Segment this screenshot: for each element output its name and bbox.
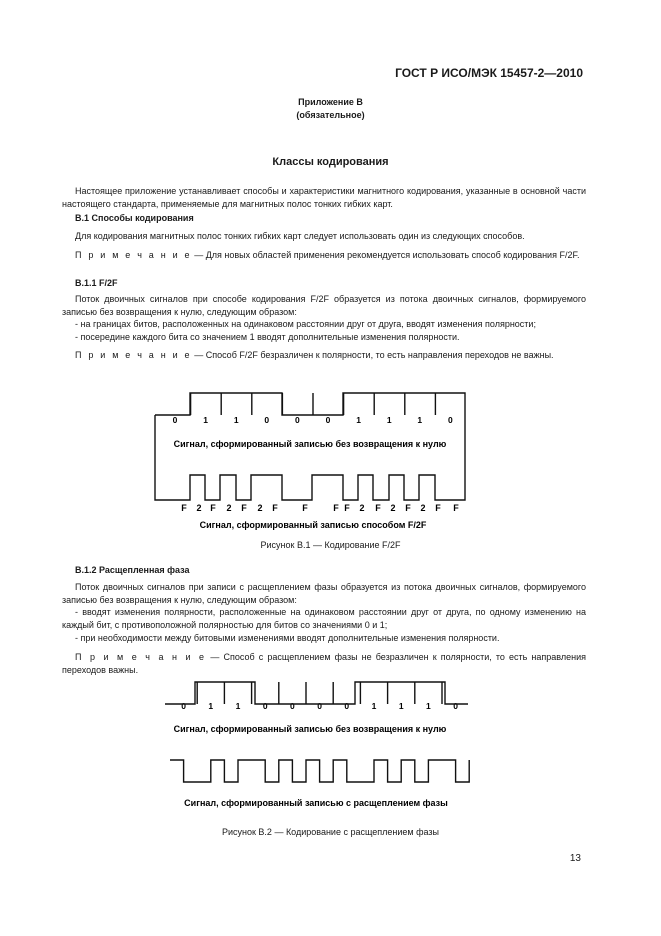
nrz-waveform	[155, 393, 465, 415]
bit-label: 0	[181, 701, 186, 711]
frequency-label: F	[333, 503, 339, 513]
b12-text: Поток двоичных сигналов при записи с расщеплением фазы образуется из потока двоичных сигналов, формируемого записью без возвращения к нулю, следующим образом:	[62, 582, 586, 605]
appendix-status: (обязательное)	[296, 110, 365, 120]
bit-label: 1	[371, 701, 377, 711]
bit-label: 0	[262, 701, 268, 711]
figure-2-nrz-label: Сигнал, сформированный записью без возвращения к нулю	[173, 724, 447, 734]
figure-1-caption: Рисунок В.1 — Кодирование F/2F	[260, 540, 401, 550]
b12-item-2: - при необходимости между битовыми изменениями вводят дополнительные изменения полярности.	[75, 633, 500, 643]
frequency-label: F	[405, 503, 411, 513]
b11-item-2: - посередине каждого бита со значением 1 вводят дополнительные изменения полярности.	[75, 332, 460, 342]
bit-label: 1	[208, 701, 214, 711]
bit-label: 0	[448, 415, 453, 425]
frequency-label: F	[241, 503, 247, 513]
frequency-label: F	[210, 503, 216, 513]
page-number: 13	[569, 853, 581, 864]
bit-label: 0	[264, 415, 270, 425]
b11-heading: В.1.1 F/2F	[75, 278, 118, 288]
frequency-label: 2	[196, 503, 202, 513]
frequency-label: F	[453, 503, 459, 513]
figure-2-caption: Рисунок В.2 — Кодирование с расщеплением фазы	[221, 827, 440, 837]
frequency-label: F	[181, 503, 187, 513]
figure-2-diagram	[0, 678, 661, 813]
b1-heading: В.1 Способы кодирования	[75, 213, 194, 223]
b11-note: П р и м е ч а н и е — Способ F/2F безразличен к полярности, то есть направления переходов не важны.	[75, 350, 554, 360]
f2f-waveform	[155, 415, 465, 500]
bit-label: 0	[172, 415, 178, 425]
b12-item-1: - вводят изменения полярности, расположенные на одинаковом расстоянии друг от друга, по одному изменению на каждый бит, с противоположной полярностью для битов со значениями 0 и 1;	[62, 607, 586, 630]
frequency-label: F	[344, 503, 350, 513]
bit-label: 1	[233, 415, 239, 425]
bit-label: 1	[426, 701, 431, 711]
bit-label: 0	[295, 415, 300, 425]
bit-label: 0	[290, 701, 295, 711]
section-title: Классы кодирования	[272, 156, 389, 168]
b1-text: Для кодирования магнитных полос тонких гибких карт следует использовать один из следующих способов.	[75, 231, 525, 241]
b1-note: П р и м е ч а н и е — Для новых областей применения рекомендуется использовать способ кодирования F/2F.	[75, 250, 580, 260]
split-phase-waveform	[170, 760, 469, 782]
bit-label: 1	[356, 415, 361, 425]
b12-note: П р и м е ч а н и е — Способ с расщеплением фазы не безразличен к полярности, то есть направления переходов важны.	[62, 652, 586, 675]
figure-1-signal-label: Сигнал, сформированный записью способом F/2F	[199, 520, 427, 530]
bit-label: 1	[386, 415, 392, 425]
intro-paragraph: Настоящее приложение устанавливает способы и характеристики магнитного кодирования, указанные в основной части настоящего стандарта, применяемые для магнитных полос тонких гибких карт.	[62, 186, 586, 209]
appendix-title: Приложение В	[298, 97, 363, 107]
figure-2-signal-label: Сигнал, сформированный записью с расщеплением фазы	[184, 798, 448, 808]
bit-label: 0	[453, 701, 458, 711]
frequency-label: 2	[359, 503, 365, 513]
frequency-label: F	[272, 503, 278, 513]
bit-label: 1	[417, 415, 423, 425]
frequency-label: 2	[390, 503, 396, 513]
frequency-label: 2	[257, 503, 263, 513]
b11-item-1: - на границах битов, расположенных на одинаковом расстоянии друг от друга, вводят изменения полярности;	[75, 319, 536, 329]
bit-label: 1	[203, 415, 208, 425]
bit-label: 0	[325, 415, 331, 425]
frequency-label: F	[302, 503, 308, 513]
bit-label: 1	[398, 701, 404, 711]
figure-1-diagram	[0, 385, 661, 540]
bit-label: 0	[344, 701, 350, 711]
bit-label: 1	[235, 701, 241, 711]
b12-heading: В.1.2 Расщепленная фаза	[75, 565, 190, 575]
b11-text: Поток двоичных сигналов при способе кодирования F/2F образуется из потока двоичных сигналов, формируемого записью без возвращения к нулю, следующим образом:	[62, 294, 586, 317]
figure-1-nrz-label: Сигнал, сформированный записью без возвращения к нулю	[173, 439, 447, 449]
frequency-label: 2	[420, 503, 426, 513]
bit-label: 0	[317, 701, 322, 711]
frequency-label: F	[435, 503, 441, 513]
frequency-label: F	[375, 503, 381, 513]
document-code: ГОСТ Р ИСО/МЭК 15457-2—2010	[395, 66, 583, 80]
frequency-label: 2	[226, 503, 232, 513]
